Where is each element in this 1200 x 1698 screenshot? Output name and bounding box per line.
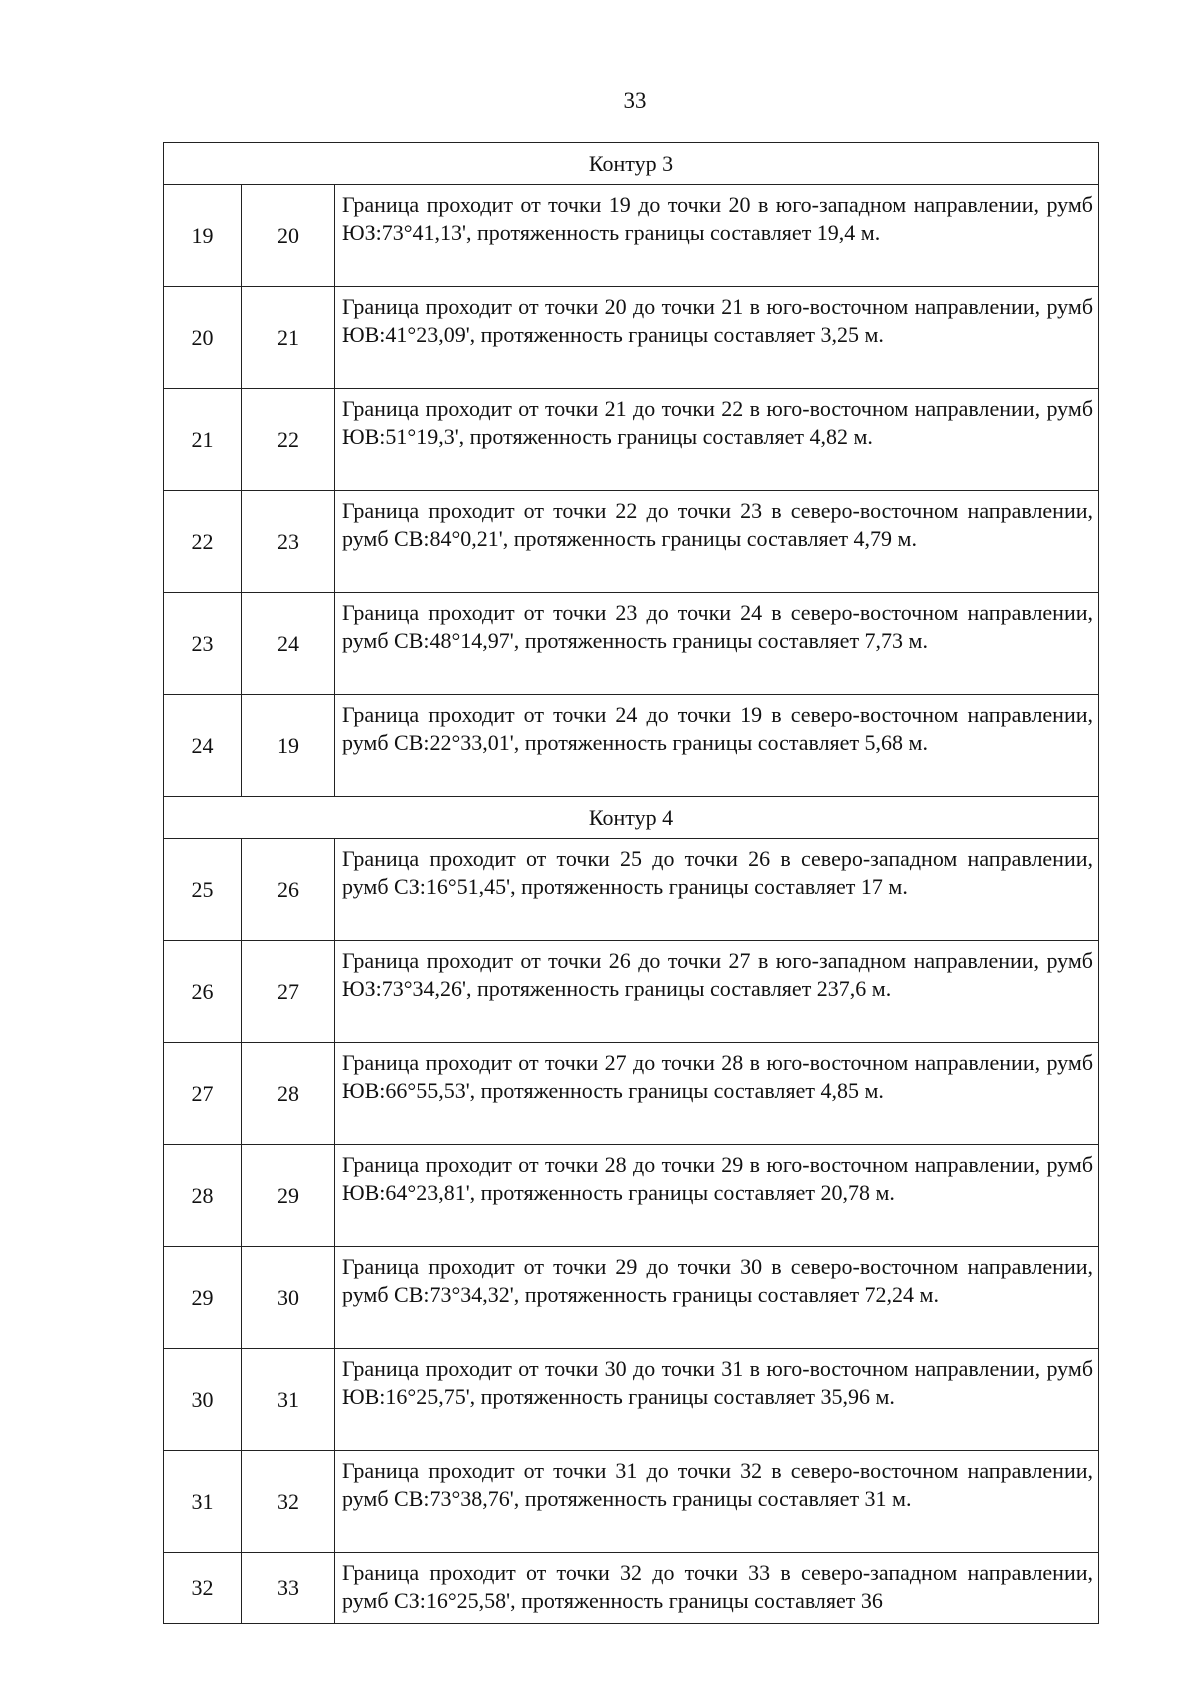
table-row: [164, 1553, 1099, 1624]
table-row: [164, 839, 1099, 941]
boundary-description: Граница проходит от точки 27 до точки 28 в юго-восточном направлении, румб ЮВ:66°55,53', протяженность границы составляет 4,85 м.: [335, 1043, 1099, 1145]
point-to: 22: [242, 389, 335, 491]
point-from: 22: [164, 491, 242, 593]
boundary-description: Граница проходит от точки 25 до точки 26 в северо-западном направлении, румб СЗ:16°51,45', протяженность границы составляет 17 м.: [335, 839, 1099, 941]
point-to: 32: [242, 1451, 335, 1553]
contour-header-row: [164, 797, 1099, 839]
table-row: [164, 185, 1099, 287]
contour-header-row: [164, 143, 1099, 185]
table-row: [164, 287, 1099, 389]
boundary-description: Граница проходит от точки 26 до точки 27 в юго-западном направлении, румб ЮЗ:73°34,26', протяженность границы составляет 237,6 м.: [335, 941, 1099, 1043]
table-row: [164, 389, 1099, 491]
point-from: 31: [164, 1451, 242, 1553]
table-row: [164, 941, 1099, 1043]
boundary-description: Граница проходит от точки 23 до точки 24 в северо-восточном направлении, румб СВ:48°14,97', протяженность границы составляет 7,73 м.: [335, 593, 1099, 695]
point-from: 28: [164, 1145, 242, 1247]
boundary-description: Граница проходит от точки 29 до точки 30 в северо-восточном направлении, румб СВ:73°34,32', протяженность границы составляет 72,24 м.: [335, 1247, 1099, 1349]
point-from: 27: [164, 1043, 242, 1145]
point-to: 23: [242, 491, 335, 593]
point-from: 32: [164, 1553, 242, 1624]
point-to: 24: [242, 593, 335, 695]
point-from: 24: [164, 695, 242, 797]
point-from: 19: [164, 185, 242, 287]
boundary-description: Граница проходит от точки 30 до точки 31 в юго-восточном направлении, румб ЮВ:16°25,75', протяженность границы составляет 35,96 м.: [335, 1349, 1099, 1451]
table-row: [164, 1145, 1099, 1247]
point-from: 26: [164, 941, 242, 1043]
point-to: 20: [242, 185, 335, 287]
point-to: 31: [242, 1349, 335, 1451]
point-from: 30: [164, 1349, 242, 1451]
point-to: 27: [242, 941, 335, 1043]
point-from: 21: [164, 389, 242, 491]
boundary-table-container: [163, 142, 1098, 1624]
boundary-description: Граница проходит от точки 19 до точки 20 в юго-западном направлении, румб ЮЗ:73°41,13', протяженность границы составляет 19,4 м.: [335, 185, 1099, 287]
page-number: 33: [623, 88, 647, 113]
table-row: [164, 1247, 1099, 1349]
table-row: [164, 695, 1099, 797]
table-row: [164, 491, 1099, 593]
boundary-description: Граница проходит от точки 24 до точки 19 в северо-восточном направлении, румб СВ:22°33,01', протяженность границы составляет 5,68 м.: [335, 695, 1099, 797]
contour-title: Контур 3: [164, 143, 1099, 185]
boundary-description: Граница проходит от точки 28 до точки 29 в юго-восточном направлении, румб ЮВ:64°23,81', протяженность границы составляет 20,78 м.: [335, 1145, 1099, 1247]
point-to: 19: [242, 695, 335, 797]
boundary-description: Граница проходит от точки 22 до точки 23 в северо-восточном направлении, румб СВ:84°0,21', протяженность границы составляет 4,79 м.: [335, 491, 1099, 593]
point-to: 26: [242, 839, 335, 941]
table-row: [164, 1043, 1099, 1145]
table-row: [164, 593, 1099, 695]
boundary-description: Граница проходит от точки 21 до точки 22 в юго-восточном направлении, румб ЮВ:51°19,3', протяженность границы составляет 4,82 м.: [335, 389, 1099, 491]
point-to: 30: [242, 1247, 335, 1349]
contour-title: Контур 4: [164, 797, 1099, 839]
point-from: 29: [164, 1247, 242, 1349]
point-to: 33: [242, 1553, 335, 1624]
point-from: 23: [164, 593, 242, 695]
boundary-table: [163, 142, 1099, 1624]
point-from: 20: [164, 287, 242, 389]
point-to: 28: [242, 1043, 335, 1145]
boundary-description: Граница проходит от точки 31 до точки 32 в северо-восточном направлении, румб СВ:73°38,76', протяженность границы составляет 31 м.: [335, 1451, 1099, 1553]
point-to: 29: [242, 1145, 335, 1247]
table-row: [164, 1451, 1099, 1553]
boundary-description: Граница проходит от точки 32 до точки 33 в северо-западном направлении, румб СЗ:16°25,58', протяженность границы составляет 36: [335, 1553, 1099, 1624]
point-from: 25: [164, 839, 242, 941]
boundary-description: Граница проходит от точки 20 до точки 21 в юго-восточном направлении, румб ЮВ:41°23,09', протяженность границы составляет 3,25 м.: [335, 287, 1099, 389]
point-to: 21: [242, 287, 335, 389]
table-row: [164, 1349, 1099, 1451]
